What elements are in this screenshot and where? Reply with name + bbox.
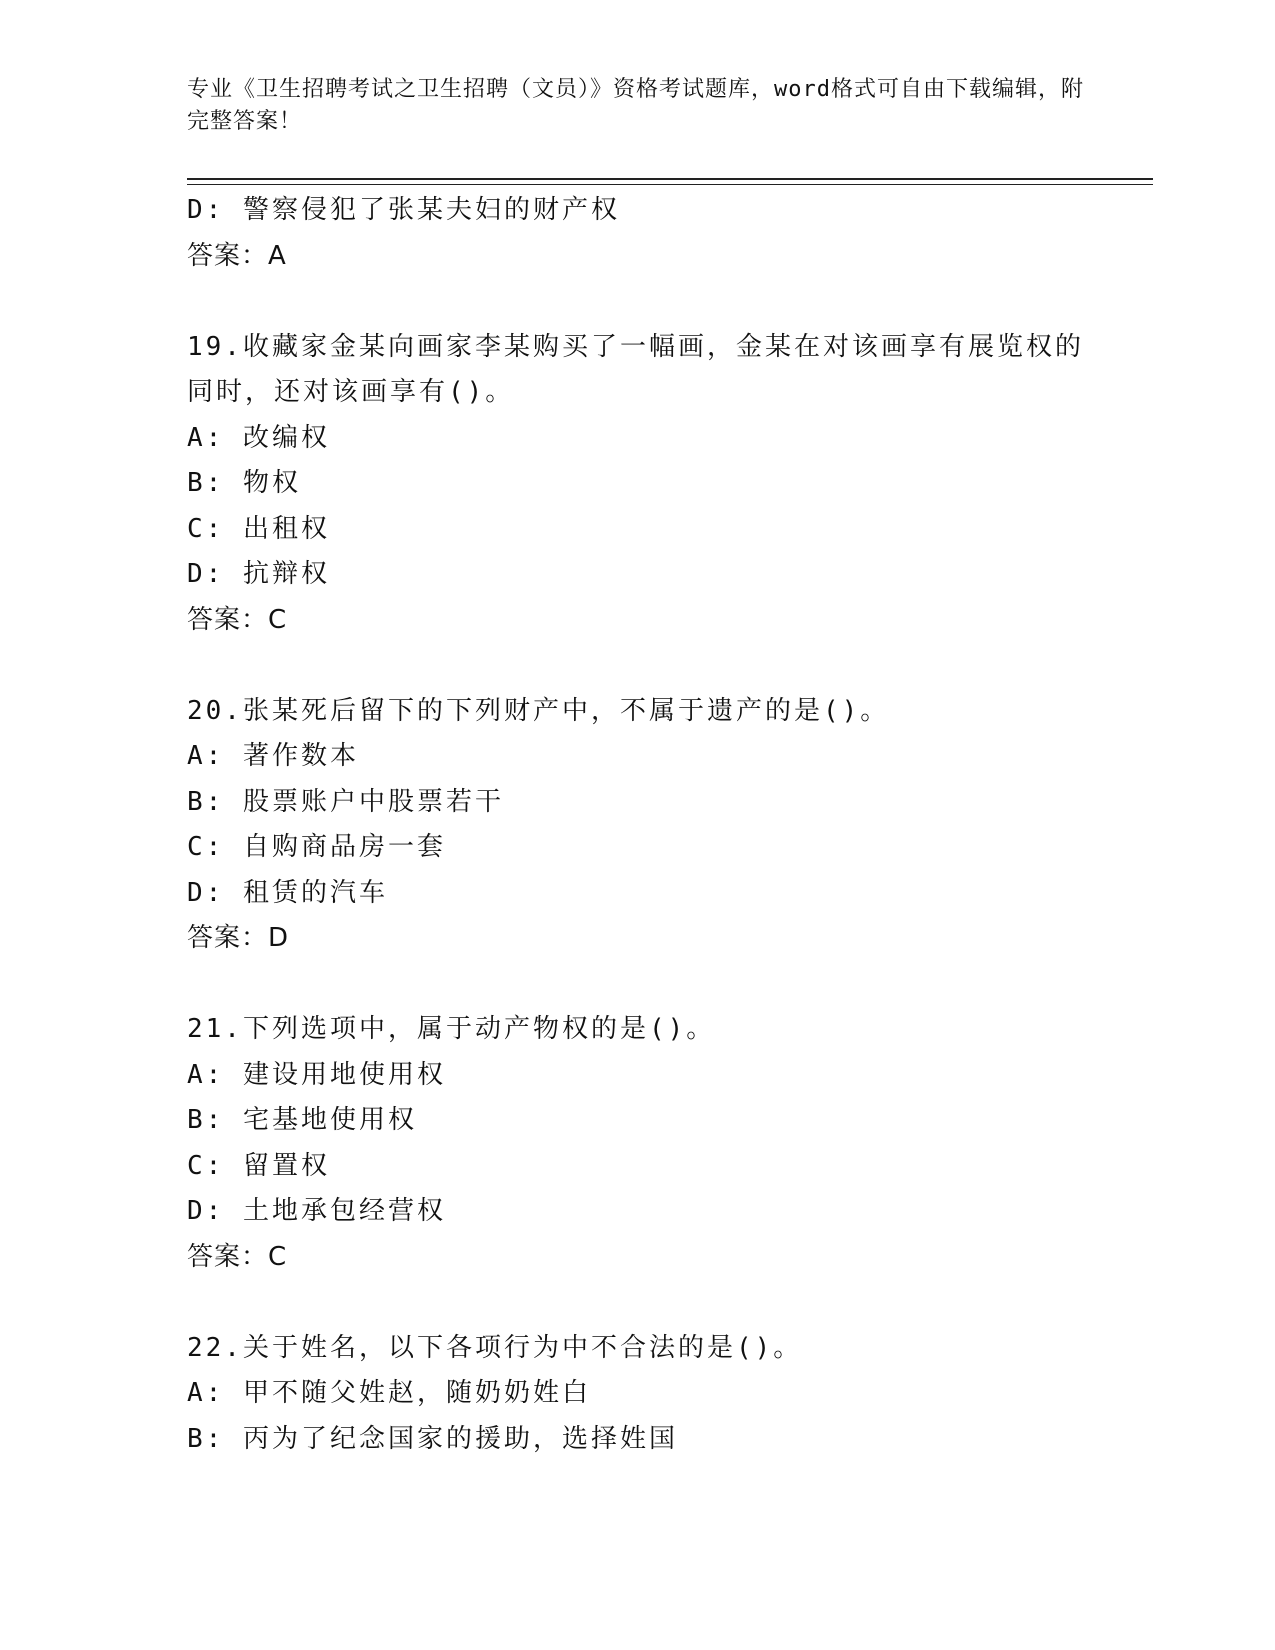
question-content — [187, 188, 1153, 1462]
carryover-answer: 答案：A — [187, 240, 287, 271]
carryover-option-d: D: 警察侵犯了张某夫妇的财产权 — [187, 195, 620, 225]
answer: 答案：C — [187, 1241, 288, 1272]
question-22 — [187, 1326, 1153, 1463]
answer: 答案：D — [187, 923, 290, 953]
spacer — [187, 1280, 1153, 1326]
question-21 — [187, 1007, 1153, 1280]
option-a: A: 改编权 — [187, 422, 330, 453]
option-a: A: 著作数本 — [187, 741, 359, 771]
option-d: D: 土地承包经营权 — [187, 1196, 446, 1226]
header-rule-thick — [187, 178, 1153, 180]
option-c: C: 自购商品房一套 — [187, 832, 446, 862]
option-a: A: 建设用地使用权 — [187, 1059, 446, 1090]
question-20 — [187, 689, 1153, 962]
option-c: C: 出租权 — [187, 513, 330, 544]
question-19 — [187, 325, 1153, 644]
header-rule-thin — [187, 184, 1153, 185]
question-stem-line1: 20.张某死后留下的下列财产中，不属于遗产的是()。 — [187, 695, 890, 726]
spacer — [187, 962, 1153, 1008]
option-c: C: 留置权 — [187, 1150, 330, 1181]
document-header: 专业《卫生招聘考试之卫生招聘（文员）》资格考试题库，word格式可自由下载编辑，附完整答案！ — [187, 77, 1084, 134]
question-stem-line1: 19.收藏家金某向画家李某购买了一幅画，金某在对该画享有展览权的 — [187, 331, 1084, 362]
spacer — [187, 643, 1153, 689]
option-d: D: 抗辩权 — [187, 559, 330, 589]
option-b: B: 股票账户中股票若干 — [187, 786, 504, 817]
question-stem-line1: 21.下列选项中，属于动产物权的是()。 — [187, 1014, 716, 1044]
option-d: D: 租赁的汽车 — [187, 877, 388, 908]
option-b: B: 物权 — [187, 468, 301, 498]
question-stem-line2: 同时，还对该画享有()。 — [187, 377, 515, 407]
question-stem-line1: 22.关于姓名，以下各项行为中不合法的是()。 — [187, 1332, 803, 1363]
option-a: A: 甲不随父姓赵，随奶奶姓白 — [187, 1378, 591, 1408]
option-b: B: 宅基地使用权 — [187, 1105, 417, 1135]
answer: 答案：C — [187, 604, 288, 635]
option-b: B: 丙为了纪念国家的援助，选择姓国 — [187, 1423, 678, 1454]
spacer — [187, 279, 1153, 325]
